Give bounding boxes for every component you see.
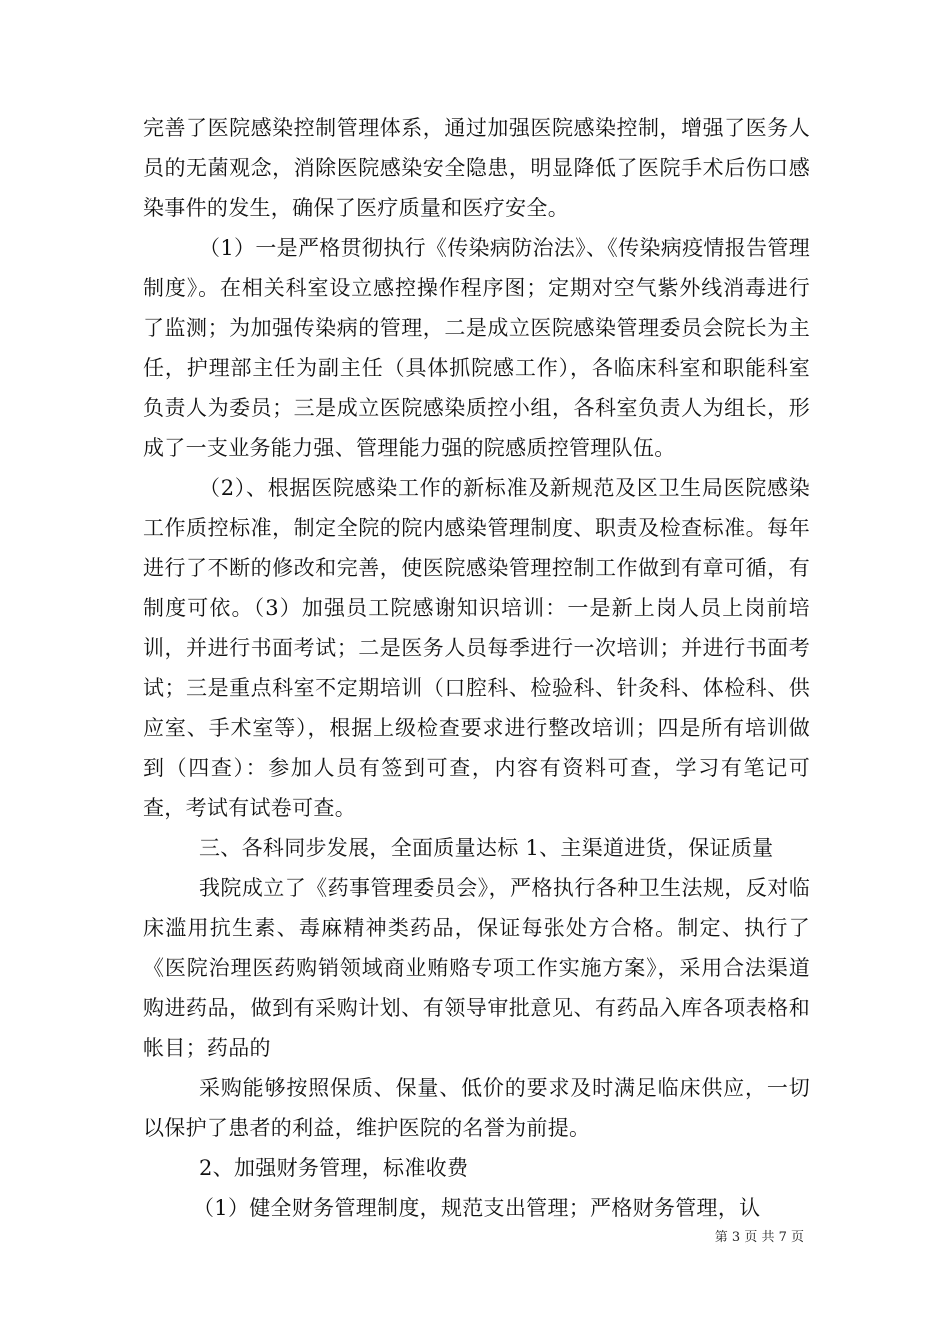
paragraph-1: 完善了医院感染控制管理体系，通过加强医院感染控制，增强了医务人员的无菌观念，消除医院感染安全隐患，明显降低了医院手术后伤口感染事件的发生，确保了医疗质量和医疗安全。 xyxy=(143,116,810,220)
paragraph-5: 采购能够按照保质、保量、低价的要求及时满足临床供应，一切以保护了患者的利益，维护医院的名誉为前提。 xyxy=(143,1076,810,1140)
paragraph-4: 我院成立了《药事管理委员会》，严格执行各种卫生法规，反对临床滥用抗生素、毒麻精神类药品，保证每张处方合格。制定、执行了《医院治理医药购销领域商业贿赂专项工作实施方案》，采用合法渠道购进药品，做到有采购计划、有领导审批意见、有药品入库各项表格和帐目；药品的 xyxy=(143,876,810,1060)
paragraph-3: （2）、根据医院感染工作的新标准及新规范及区卫生局医院感染工作质控标准，制定全院的院内感染管理制度、职责及检查标准。每年进行了不断的修改和完善，使医院感染管理控制工作做到有章可循，有制度可依。（3）加强员工院感谢知识培训：一是新上岗人员上岗前培训，并进行书面考试；二是医务人员每季进行一次培训；并进行书面考试；三是重点科室不定期培训（口腔科、检验科、针灸科、体检科、供应室、手术室等），根据上级检查要求进行整改培训；四是所有培训做到（四查）：参加人员有签到可查，内容有资料可查，学习有笔记可查，考试有试卷可查。 xyxy=(143,476,810,820)
subheading-finance: 2、加强财务管理，标准收费 xyxy=(199,1156,469,1180)
paragraph-2: （1）一是严格贯彻执行《传染病防治法》、《传染病疫情报告管理制度》。在相关科室设立感控操作程序图；定期对空气紫外线消毒进行了监测；为加强传染病的管理，二是成立医院感染管理委员会院长为主任，护理部主任为副主任（具体抓院感工作），各临床科室和职能科室负责人为委员；三是成立医院感染质控小组，各科室负责人为组长，形成了一支业务能力强、管理能力强的院感质控管理队伍。 xyxy=(143,236,810,460)
section-heading-3: 三、各科同步发展，全面质量达标 1、主渠道进货，保证质量 xyxy=(199,836,774,860)
document-body xyxy=(143,108,810,1228)
page-number: 第 3 页 共 7 页 xyxy=(714,1230,804,1245)
paragraph-6: （1）健全财务管理制度，规范支出管理；严格财务管理，认 xyxy=(193,1196,761,1220)
